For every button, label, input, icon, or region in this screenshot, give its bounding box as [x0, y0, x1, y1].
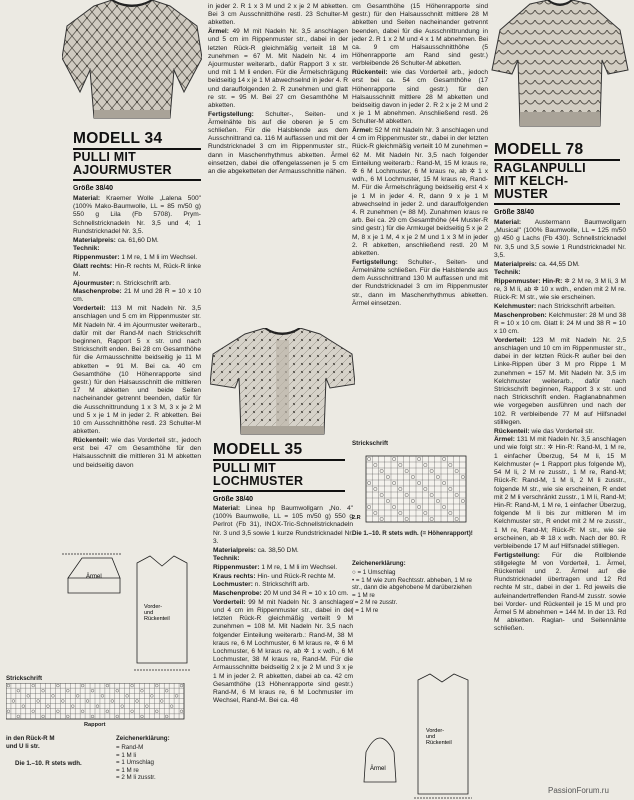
modell-78-subtitle-3: MUSTER: [494, 187, 548, 201]
paragraph-text: 131 M mit Nadeln Nr. 3,5 anschlagen und wie folgt str.: ✲ Hin-R: Rand-M, 1 M re, 1 einfacher Überzug, 54 M li, 15 M Kelchmuster (= 1 Rapport plus folgende M), 54 M li, 2 M re zusstr., 1 M re, Rand-M; Rück-R: Rand-M, 1 M li, 2 M li zusstr., folgende M str., wie sie erscheinen, R endet mit 2 M li verschränkt zusstr., 1 M li, Rand-M; Hin-R: Rand-M, 1 M re, 1 einfacher Überzug, folgende M li bis zur mittleren M im Kelchmuster str., R endet mit 2 M re zusstr., 1 M re, Rand-M; Rück-R: M str., wie sie erscheinen, ab ✲ 18 x wdh. Nach der 80. R verbleibende 17 M auf Hilfsnadel stilllegen.: [494, 436, 626, 550]
paragraph-label: Material:: [213, 505, 241, 512]
paragraph-label: Technik:: [494, 269, 521, 277]
paragraph: [494, 219, 626, 260]
row-label-35: 2.R: [352, 515, 361, 521]
modell-34-size: Größe 38/40: [73, 185, 114, 192]
modell-35-subtitle-1: PULLI MIT: [213, 461, 276, 475]
paragraph-text: 1 M re, 1 M li im Wechsel.: [119, 253, 198, 261]
paragraph-label: Vorderteil:: [494, 336, 527, 344]
paragraph: [494, 312, 626, 337]
paragraph-text: cm Gesamthöhe (15 Höhenrapporte sind gestr.) für den Halsausschnitt mittlere 28 M abketten und Seiten nacheinander getrennt beenden, dabei für die Ausschnittrundung in jeder 2. R 1 x 2 M und 4 x 1 M abnehmen. Bei ca. 9 cm Halsausschnitthöhe (5 Höhenrapporte am Rand sind gestr.) verbleibende 26 Schulter-M abketten.: [352, 3, 488, 68]
paragraph: [494, 303, 626, 311]
armel-label-35: Ärmel: [370, 766, 386, 772]
paragraph: [73, 245, 201, 253]
legend-item: = 1 M re: [352, 591, 375, 599]
paragraph-label: Vorderteil:: [213, 598, 246, 606]
legend-list-35: [352, 569, 482, 615]
paragraph: [73, 237, 201, 245]
paragraph: [73, 437, 201, 470]
legend-item: = 1 Umschlag: [116, 759, 155, 767]
paragraph-text: 20 M und 34 R = 10 x 10 cm.: [261, 590, 349, 598]
paragraph-text: ca. 38,50 DM.: [255, 546, 299, 554]
sweater-illustration-modell-35: [210, 328, 355, 440]
paragraph: [494, 261, 626, 269]
paragraph-label: Materialpreis:: [494, 260, 537, 268]
paragraph-label: Fertigstellung:: [208, 110, 254, 118]
paragraph-text: 99 M mit Nadeln Nr. 3 anschlagen und 4 cm im Rippenmuster str., dabei in der letzten Rück-R gleichmäßig verteilt 9 M zunehmen = 108 M. Mit Nadeln Nr. 3,5 nach folgender Einteilung weiterarb.: Rand-M, 38 M kraus re, 6 M Lochmuster, 6 M kraus re, ✲ 6 M Lochmuster, 6 M kraus re, ab ✲ 1 x wdh., 6 M Lochmuster, 38 M kraus re, Rand-M. Für die Armausschnitte beidseitig 2 x je 2 M und 3 x je 1 M in jeder 2. R abketten, dabei ab ca. 42 cm Gesamthöhe (13 Höhenrapporte sind gestr.) Rand-M, 6 M kraus re, 6 M Lochmuster im Wechsel, Rand-M. Bei ca. 48: [213, 598, 353, 705]
legend-item: = 1 M re: [116, 766, 139, 774]
legend-list-34: [116, 744, 156, 782]
paragraph: [352, 69, 488, 126]
vorder-label-35: [426, 728, 452, 746]
watermark: PassionForum.ru: [548, 786, 609, 795]
vorder-label-line: und: [144, 610, 154, 616]
paragraph-label: Rückenteil:: [73, 436, 109, 444]
paragraph-label: Materialpreis:: [73, 236, 116, 244]
paragraph-label: Rückenteil:: [494, 427, 530, 435]
paragraph-text: ✲ 2 M re, 3 M li, 3 M re, 3 M li, ab ✲ 10 x wdh., enden mit 2 M re. Rück-R: M str., wie sie erscheinen.: [494, 277, 626, 302]
chart-repeat-34: Die 1.–10. R stets wdh.: [15, 760, 82, 767]
schematic-modell-34: [62, 548, 212, 674]
vorder-label-line: Rückenteil: [426, 740, 452, 746]
paragraph: [213, 573, 353, 581]
paragraph-text: Hin-R rechts M, Rück-R linke M.: [73, 262, 201, 278]
paragraph-text: 21 M und 28 R = 10 x 10 cm.: [73, 288, 201, 304]
legend-item: ⁄ = 2 M re zusstr.: [352, 599, 398, 607]
paragraph: [352, 127, 488, 258]
paragraph-text: Kraemer Wolle „Lalena 500" (100% Mako-Baumwolle, LL = 85 m/50 g) 550 g Lila (Fb 5708). Prym-Schnellstricknadeln Nr. 3,5 und 4; 1 Rundstricknadel Nr. 3,5.: [73, 195, 201, 235]
paragraph: [73, 288, 201, 304]
modell-78-title: MODELL 78: [494, 141, 584, 158]
paragraph: [73, 195, 201, 236]
paragraph: [352, 259, 488, 308]
paragraph-label: Ärmel:: [352, 127, 373, 135]
legend-item: • = 1 M wie zum Rechtsstr. abheben, 1 M re str., dann die abgehobene M darüberziehen: [352, 576, 472, 592]
paragraph-text: wie das Vorderteil str., jedoch erst bei 47 cm Gesamthöhe für den Halsausschnitt die mittleren 31 M abketten und beidseitig davon: [73, 436, 201, 469]
sweater-illustration-modell-78: [490, 0, 630, 135]
paragraph: [494, 428, 626, 436]
vorder-label-34: [144, 604, 170, 622]
paragraph-label: Technik:: [73, 245, 100, 253]
paragraph-label: Fertigstellung:: [352, 258, 398, 266]
paragraph-label: Vorderteil:: [73, 305, 106, 313]
paragraph-text: n. Strickschrift arb.: [114, 279, 171, 287]
paragraph-text: in jeder 2. R 1 x 3 M und 2 x je 2 M abketten. Bei 3 cm Ausschnitthöhe restl. 23 Schulter-M abketten.: [208, 3, 348, 27]
paragraph: [213, 599, 353, 706]
strickschrift-grid-35: [352, 450, 482, 532]
paragraph-label: Rippenmuster:: [213, 563, 260, 571]
paragraph: [213, 555, 353, 563]
chart-note-34-1: in den Rück-R M: [6, 735, 55, 742]
paragraph-label: Glatt rechts:: [73, 262, 113, 270]
modell-78-size: Größe 38/40: [494, 209, 535, 216]
paragraph-label: Rückenteil:: [352, 69, 388, 77]
sweater-illustration-modell-34: [62, 0, 202, 128]
paragraph: [213, 590, 353, 598]
schematic-modell-35: [360, 632, 488, 800]
paragraph-text: Schulter-, Seiten- und Ärmelnähte bis auf die oberen je 5 cm schließen. Für die Halsblende aus dem Ausschnittrand ca. 116 M auffassen und mit der Rundstricknadel 3 cm im Rippenmuster str., dann in Maschenrhythmus abketten. Ärmel einsetzen, dabei die offengelassenen je 5 cm an die abgeketteten der Armausschnitte nähen.: [208, 110, 348, 176]
paragraph-label: Ärmel:: [208, 28, 229, 36]
paragraph-label: Maschenprobe:: [213, 590, 262, 598]
modell-35-title: MODELL 35: [213, 441, 303, 458]
rule: [73, 179, 201, 181]
vorder-label-line: und: [426, 734, 436, 740]
paragraph: [494, 278, 626, 303]
paragraph: [73, 254, 201, 262]
chart-note-34-2: und U li str.: [6, 743, 40, 750]
vorder-label-line: Vorder-: [426, 728, 445, 734]
paragraph-text: Kelchmuster: 28 M und 38 R = 10 x 10 cm. Glatt li: 24 M und 38 R = 10 x 10 cm.: [494, 311, 626, 336]
modell-34-subtitle-1: PULLI MIT: [73, 150, 136, 164]
paragraph: [213, 547, 353, 555]
paragraph-label: Rippenmuster:: [73, 253, 120, 261]
paragraph: [494, 436, 626, 551]
paragraph: [494, 337, 626, 427]
paragraph-label: Kelchmuster:: [494, 303, 537, 311]
paragraph: [213, 564, 353, 572]
paragraph-text: 1 M re, 1 M li im Wechsel.: [259, 563, 338, 571]
paragraph-text: ca. 61,60 DM.: [115, 236, 159, 244]
modell-34-subtitle-2: AJOURMUSTER: [73, 163, 172, 177]
rapport-label-34: Rapport: [84, 722, 106, 728]
paragraph-label: Ajourmuster:: [73, 279, 115, 287]
modell-35-subtitle-2: LOCHMUSTER: [213, 474, 304, 488]
chart-repeat-35: Die 1.–10. R stets wdh. (= Höhenrapport)!: [352, 530, 473, 537]
paragraph-text: 113 M mit Nadeln Nr. 3,5 anschlagen und 5 cm im Rippenmuster str. Mit Nadeln Nr. 4 im Ajourmuster weiterarb., dafür mit der Rand-M nach Strickschrift beginnen, Rapport 5 x str. und nach Strickschrift enden. Bei 28 cm Gesamthöhe für die Armausschnitte beidseitig je 11 M abketten = 91 M. Bei ca. 40 cm Gesamthöhe (10 Höhenrapporte sind gestr.) für den Halsausschnitt die mittleren 17 M abketten und beide Seiten nacheinander getrennt beenden, dafür für die Ausschnittrundung 1 x 3 M, 3 x je 2 M und 5 x je 1 M in jeder 2. R abketten. Bei 10 cm Ausschnitthöhe restl. 23 Schulter-M abketten.: [73, 305, 201, 436]
text-column-modell-34-cont: [208, 3, 348, 249]
paragraph-text: ca. 44,55 DM.: [536, 260, 580, 268]
paragraph-text: 123 M mit Nadeln Nr. 2,5 anschlagen und 10 cm im Rippenmuster str., dabei in der letzten Rück-R außer bei den Linke-Rippen über 3 M pro Rippe 1 M zunehmen = 157 M. Mit Nadeln Nr. 3,5 im Kelchmuster weiterarb., dafür nach Strickschrift beginnen, Rapport 3 x str. und nach Strickschrift enden. Raglanabnahmen wie vorgegeben ausführen und nach der 102. R verbleibende 77 M auf Hilfsnadel stilllegen.: [494, 336, 626, 426]
paragraph-text: Schulter-, Seiten- und Ärmelnähte schließen. Für die Halsblende aus dem Ausschnittrand 130 M auffassen und mit der Rundstricknadel 3 cm im Rippenmuster str., dann im Maschenrhythmus abketten. Ärmel einsetzen.: [352, 258, 488, 307]
paragraph: [494, 552, 626, 634]
legend-item: = 1 M li: [116, 751, 137, 759]
paragraph-text: n. Strickschrift arb.: [252, 581, 310, 589]
modell-34-title: MODELL 34: [73, 130, 163, 147]
paragraph-text: nach Strickschrift arbeiten.: [536, 303, 616, 311]
legend-title-34: Zeichenerklärung:: [116, 735, 170, 742]
paragraph: [494, 269, 626, 277]
paragraph-label: Materialpreis:: [213, 546, 256, 554]
paragraph: [73, 280, 201, 288]
strickschrift-title-34: Strickschrift: [6, 675, 43, 682]
legend-item: ○ = 1 Umschlag: [352, 569, 396, 576]
paragraph: [213, 505, 353, 546]
modell-35-size: Größe 38/40: [213, 496, 254, 503]
legend-item: | = 1 M re: [352, 606, 379, 614]
paragraph-label: Material:: [73, 195, 101, 202]
paragraph-label: Technik:: [213, 555, 240, 563]
paragraph: [352, 3, 488, 69]
paragraph-label: Rippenmuster: Hin-R:: [494, 277, 563, 285]
legend-item: = 2 M li zusstr.: [116, 774, 156, 782]
vorder-label-line: Vorder-: [144, 604, 163, 610]
paragraph-text: wie das Vorderteil arb., jedoch erst bei ca. 54 cm Gesamthöhe (17 Höhenrapporte sind gestr.) für den Halsausschnitt mittlere 28 M abketten und beidseitig davon in jeder 2. R 2 x je 2 M und 2 x je 1 M abnehmen. Anschließend restl. 26 Schulter-M abketten.: [352, 69, 488, 126]
text-column-modell-35-cont: [352, 3, 488, 426]
rule: [213, 490, 345, 492]
paragraph: [73, 305, 201, 436]
paragraph-label: Ärmel:: [494, 436, 515, 444]
legend-item: = Rand-M: [116, 744, 144, 751]
paragraph-label: Fertigstellung:: [494, 551, 540, 559]
paragraph-label: Material:: [494, 219, 522, 226]
modell-78-subtitle-1: RAGLANPULLI: [494, 161, 586, 175]
paragraph-text: Linea hp Baumwollgarn „No. 4" (100% Baumwolle, LL = 105 m/50 g) 550 g Perlrot (Fb 31), INOX-Tric-Schnellstricknadeln Nr. 3 und 3,5 sowie 1 kurze Rundstricknadel Nr. 3.: [213, 505, 353, 545]
strickschrift-grid-34: [6, 683, 191, 721]
paragraph: [213, 581, 353, 589]
strickschrift-title-35: Strickschrift: [352, 440, 389, 447]
paragraph-label: Lochmuster:: [213, 581, 253, 589]
paragraph-text: Austermann Baumwollgarn „Musical" (100% Baumwolle, LL = 125 m/50 g) 450 g Lachs (Fb 430). Schnellstricknadel Nr. 3,5 und 3,5 sowie 1 Rundstricknadel Nr. 3,5.: [494, 219, 626, 259]
paragraph-label: Maschenprobe:: [73, 288, 122, 296]
text-column-modell-34: [73, 195, 201, 555]
paragraph-label: Maschenproben:: [494, 311, 547, 319]
rule: [494, 203, 620, 205]
paragraph-text: 49 M mit Nadeln Nr. 3,5 anschlagen und 5 cm im Rippenmuster str., dabei in der letzten Rück-R gleichmäßig verteilt 18 M zunehmen = 67 M. Mit Nadeln Nr. 4 im Ajourmuster weiterarb., dafür Rapport 3 x str. und mit 1 M li enden. Für die Ärmelschrägung beidseitig 14 x je 1 M abwechselnd in jeder 4. R und darauffolgenden 2. R zunehmen und glatt re str. = 95 M. Bei 27 cm Gesamthöhe M abketten.: [208, 28, 348, 109]
paragraph-text: Für die Rollblende stillgelegte M von Vorderteil, 1. Ärmel, Rückenteil und 2. Ärmel auf die Rundstricknadel übertragen und 12 Rd rechte M str., dabei in der 1. Rd jeweils die aufeinandertreffenden Rand-M zusstr. sowie bei Vorder- und Rückenteil je 15 M und pro Ärmel 5 M abnehmen = 144 M. In der 13. Rd M abketten. Raglan- und Seitennähte schließen.: [494, 551, 626, 633]
paragraph-text: wie das Vorderteil str.: [529, 427, 595, 435]
modell-78-subtitle-2: MIT KELCH-: [494, 174, 569, 188]
armel-label-34: Ärmel: [86, 574, 102, 580]
paragraph-text: 52 M mit Nadeln Nr. 3 anschlagen und 4 cm im Rippenmuster str., dabei in der letzten Rück-R gleichmäßig verteilt 10 M zunehmen = 62 M. Mit Nadeln Nr. 3,5 nach folgender Einteilung weiterarb.: Rand-M, 15 M kraus re, ✲ 6 M Lochmuster, 6 M kraus re, ab ✲ 1 x wdh., 6 M Lochmuster, 15 M kraus re, Rand-M. Für die Ärmelschrägung beidseitig erst 4 x je 1 M in jeder 4. R, dann 9 x je 1 M abwechselnd in jeder 2. und darauffolgenden 4. R zunehmen (= 88 M). Zunahmen kraus re arb. Bei ca. 29 cm Gesamthöhe (44 Muster-R sind gestr.) für die Armkugel beidseitig 5 x je 2 M, 8 x je 1 M, 4 x je 2 M und 1 x 3 M in jeder 2. R abketten, anschließend restl. 20 M abketten.: [352, 127, 488, 258]
vorder-label-line: Rückenteil: [144, 616, 170, 622]
text-column-modell-35: [213, 505, 353, 800]
paragraph-text: Hin- und Rück-R rechte M.: [255, 572, 336, 580]
paragraph: [208, 111, 348, 177]
paragraph: [208, 28, 348, 110]
text-column-modell-78: [494, 219, 626, 800]
paragraph: [208, 3, 348, 28]
legend-title-35: Zeichenerklärung:: [352, 560, 406, 567]
paragraph-label: Kraus rechts:: [213, 572, 256, 580]
paragraph: [73, 263, 201, 279]
